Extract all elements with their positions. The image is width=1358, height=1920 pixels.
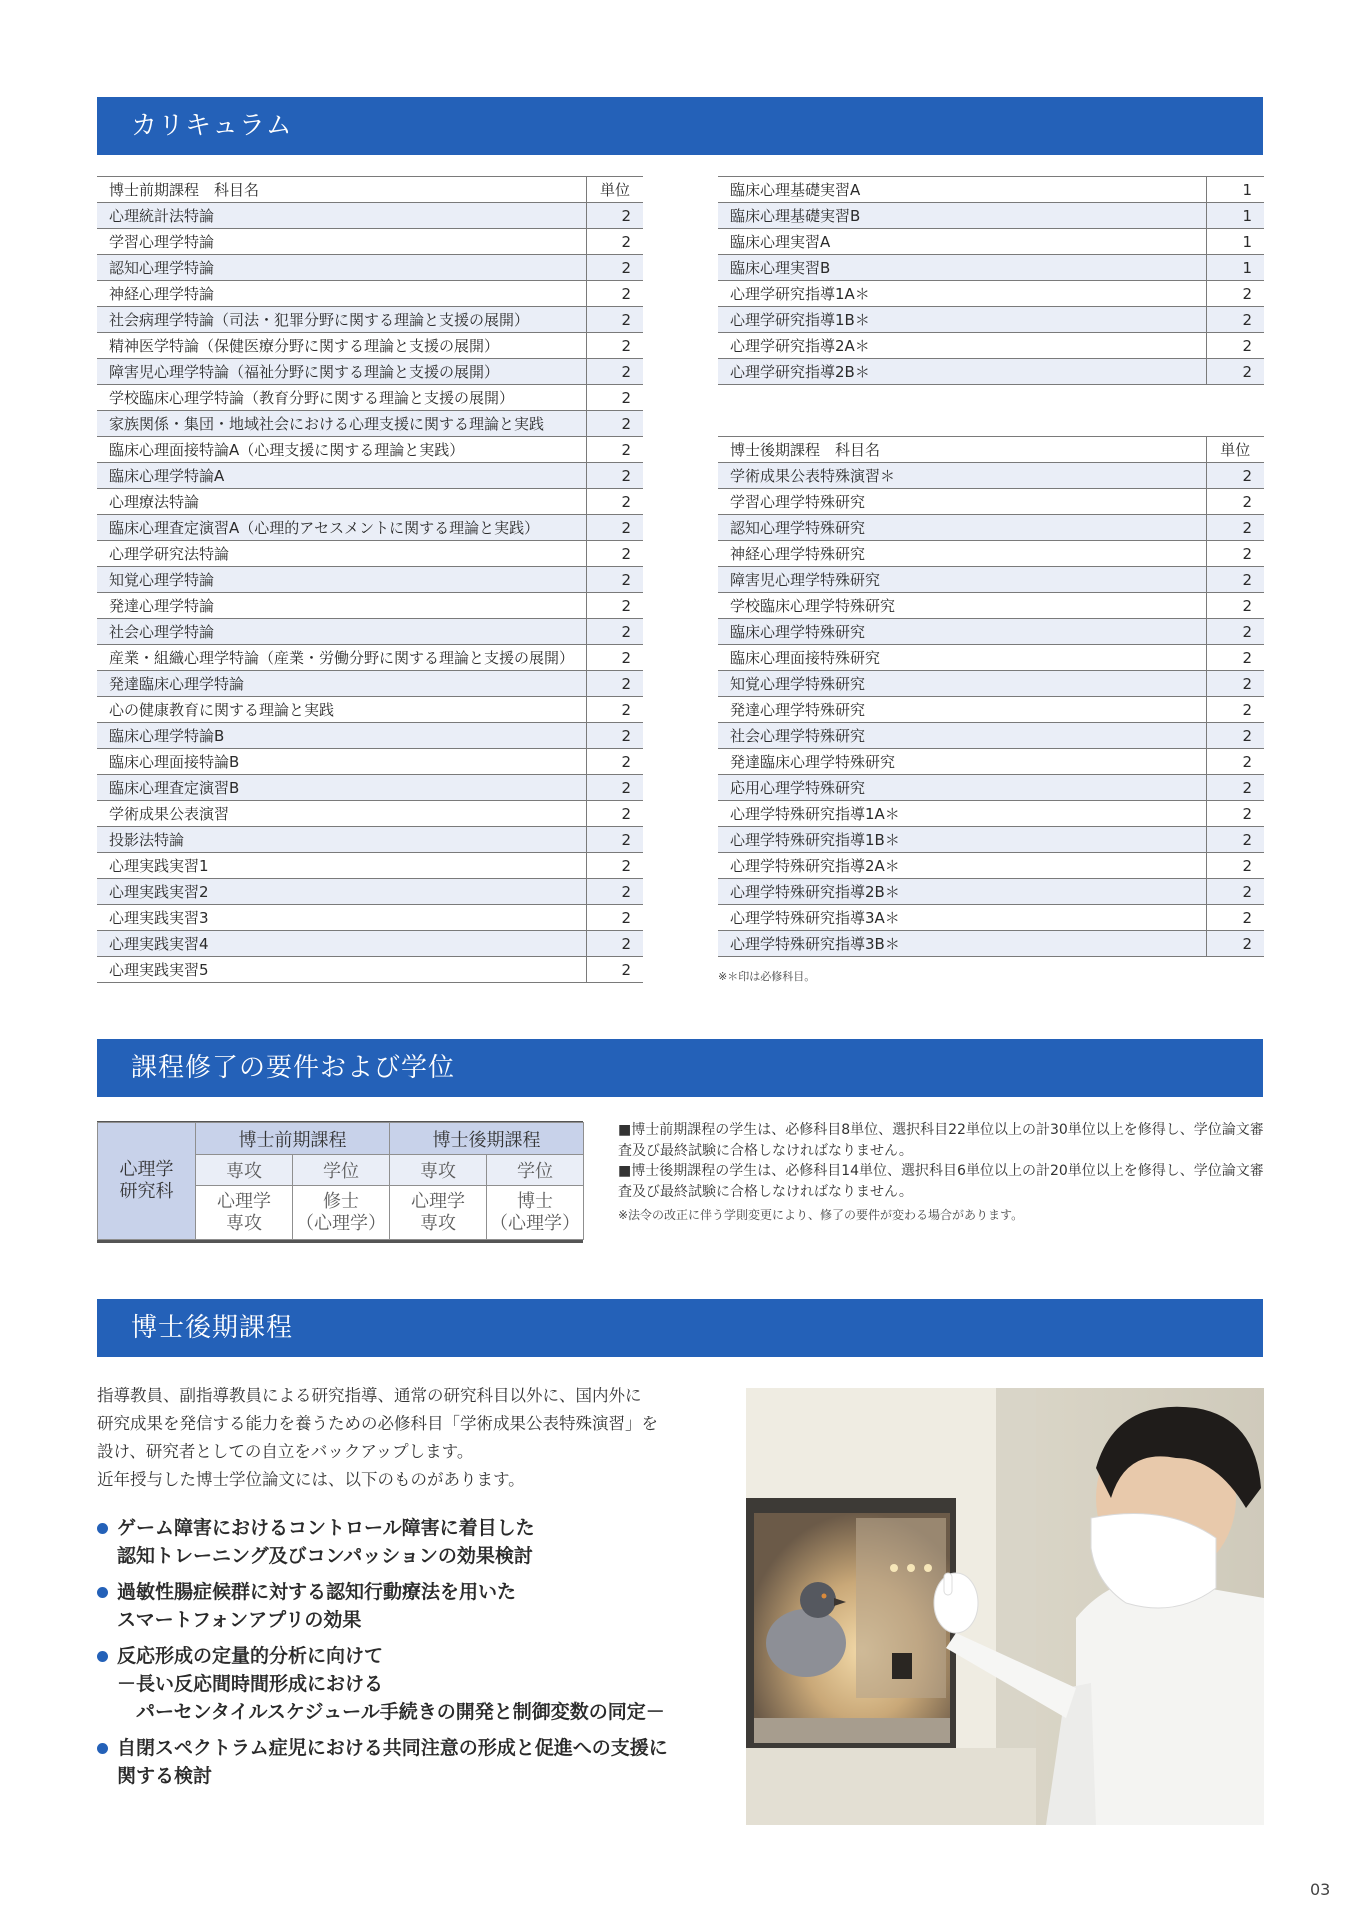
subject-units: 2 bbox=[587, 281, 643, 307]
table-row bbox=[97, 411, 643, 437]
subject-name: 認知心理学特殊研究 bbox=[718, 515, 1206, 541]
table-row bbox=[718, 307, 1264, 333]
subject-name: 障害児心理学特殊研究 bbox=[718, 567, 1206, 593]
table-row bbox=[718, 697, 1264, 723]
table-header-row bbox=[718, 437, 1264, 463]
subject-name: 心理学研究指導2A＊ bbox=[718, 333, 1206, 359]
table-row bbox=[718, 801, 1264, 827]
subject-units: 2 bbox=[587, 385, 643, 411]
bullet-icon bbox=[97, 1651, 108, 1662]
subject-name: 家族関係・集団・地域社会における心理支援に関する理論と実践 bbox=[97, 411, 587, 437]
table-row bbox=[97, 567, 643, 593]
thesis-line: 反応形成の定量的分析に向けて bbox=[117, 1645, 384, 1667]
subject-units: 2 bbox=[587, 567, 643, 593]
subject-name: 精神医学特論（保健医療分野に関する理論と支援の展開） bbox=[97, 333, 587, 359]
table-row bbox=[97, 359, 643, 385]
table-row bbox=[97, 853, 643, 879]
subject-units: 2 bbox=[1206, 359, 1264, 385]
subject-name: 心理学特殊研究指導2B＊ bbox=[718, 879, 1206, 905]
bullet-icon bbox=[97, 1587, 108, 1598]
subject-name: 臨床心理学特論B bbox=[97, 723, 587, 749]
table-row bbox=[97, 957, 643, 983]
req-doctor-heading: 博士後期課程 bbox=[390, 1123, 584, 1155]
subject-units: 2 bbox=[1206, 775, 1264, 801]
table-row bbox=[718, 905, 1264, 931]
table-row bbox=[97, 697, 643, 723]
subject-units: 2 bbox=[1206, 489, 1264, 515]
section-title-doctoral: 博士後期課程 bbox=[97, 1299, 1263, 1357]
subject-name: 発達臨床心理学特論 bbox=[97, 671, 587, 697]
thesis-line: パーセンタイルスケジュール手続きの開発と制御変数の同定－ bbox=[117, 1701, 665, 1723]
subject-units: 2 bbox=[1206, 697, 1264, 723]
subject-units: 2 bbox=[587, 437, 643, 463]
subject-name: 臨床心理面接特論A（心理支援に関する理論と実践） bbox=[97, 437, 587, 463]
thesis-item bbox=[97, 1578, 737, 1634]
table-row bbox=[97, 281, 643, 307]
doctoral-intro bbox=[97, 1382, 717, 1494]
subject-name: 産業・組織心理学特論（産業・労働分野に関する理論と支援の展開） bbox=[97, 645, 587, 671]
table-row bbox=[718, 619, 1264, 645]
subject-units: 2 bbox=[587, 307, 643, 333]
table-row bbox=[97, 931, 643, 957]
subject-name: 神経心理学特殊研究 bbox=[718, 541, 1206, 567]
thesis-line: 自閉スペクトラム症児における共同注意の形成と促進への支援に bbox=[117, 1737, 668, 1759]
subject-units: 2 bbox=[587, 203, 643, 229]
table-row bbox=[718, 567, 1264, 593]
thesis-item bbox=[97, 1734, 737, 1790]
table-row bbox=[97, 489, 643, 515]
table-row bbox=[718, 931, 1264, 957]
table-row bbox=[718, 593, 1264, 619]
section-title-curriculum: カリキュラム bbox=[97, 97, 1263, 155]
table-row bbox=[97, 385, 643, 411]
subject-units: 2 bbox=[587, 489, 643, 515]
subject-units: 2 bbox=[1206, 905, 1264, 931]
intro-line: 近年授与した博士学位論文には、以下のものがあります。 bbox=[97, 1470, 525, 1489]
req-master-heading: 博士前期課程 bbox=[196, 1123, 390, 1155]
thesis-line: 関する検討 bbox=[117, 1765, 213, 1787]
subject-name: 臨床心理学特論A bbox=[97, 463, 587, 489]
req-master-degree-label: 学位 bbox=[293, 1155, 390, 1186]
table-row bbox=[97, 229, 643, 255]
subject-units: 2 bbox=[587, 749, 643, 775]
table-header-row bbox=[97, 177, 643, 203]
table-row bbox=[718, 229, 1264, 255]
subject-units: 2 bbox=[1206, 541, 1264, 567]
table-row bbox=[718, 723, 1264, 749]
subject-units: 2 bbox=[587, 905, 643, 931]
subject-units: 2 bbox=[587, 463, 643, 489]
subject-units: 2 bbox=[587, 723, 643, 749]
table-row bbox=[97, 255, 643, 281]
subject-units: 1 bbox=[1206, 177, 1264, 203]
column-header-units: 単位 bbox=[1206, 437, 1264, 463]
subject-name: 応用心理学特殊研究 bbox=[718, 775, 1206, 801]
column-header-subject: 博士前期課程 科目名 bbox=[97, 177, 587, 203]
table-row bbox=[97, 203, 643, 229]
page-number: 03 bbox=[1310, 1880, 1331, 1899]
thesis-line: ゲーム障害におけるコントロール障害に着目した bbox=[117, 1517, 535, 1539]
intro-line: 設け、研究者としての自立をバックアップします。 bbox=[97, 1442, 474, 1461]
subject-name: 臨床心理実習A bbox=[718, 229, 1206, 255]
subject-name: 心理学特殊研究指導3B＊ bbox=[718, 931, 1206, 957]
subject-name: 社会心理学特論 bbox=[97, 619, 587, 645]
subject-units: 2 bbox=[1206, 281, 1264, 307]
subject-units: 1 bbox=[1206, 255, 1264, 281]
subject-units: 2 bbox=[1206, 463, 1264, 489]
subject-units: 2 bbox=[587, 515, 643, 541]
subject-name: 知覚心理学特殊研究 bbox=[718, 671, 1206, 697]
subject-name: 心理統計法特論 bbox=[97, 203, 587, 229]
subject-name: 神経心理学特論 bbox=[97, 281, 587, 307]
subject-units: 2 bbox=[587, 801, 643, 827]
subject-units: 2 bbox=[1206, 593, 1264, 619]
lab-photo bbox=[746, 1388, 1264, 1825]
table-row bbox=[718, 281, 1264, 307]
subject-name: 学習心理学特殊研究 bbox=[718, 489, 1206, 515]
req-doctor-degree: 博士 （心理学） bbox=[487, 1186, 584, 1240]
subject-units: 2 bbox=[587, 827, 643, 853]
subject-name: 発達心理学特殊研究 bbox=[718, 697, 1206, 723]
subject-name: 学校臨床心理学特殊研究 bbox=[718, 593, 1206, 619]
subject-name: 心理実践実習4 bbox=[97, 931, 587, 957]
subject-name: 社会病理学特論（司法・犯罪分野に関する理論と支援の展開） bbox=[97, 307, 587, 333]
subject-units: 2 bbox=[587, 541, 643, 567]
req-master-degree: 修士 （心理学） bbox=[293, 1186, 390, 1240]
table-row bbox=[97, 749, 643, 775]
subject-units: 2 bbox=[587, 593, 643, 619]
subject-name: 心理学研究指導2B＊ bbox=[718, 359, 1206, 385]
table-row bbox=[718, 203, 1264, 229]
table-row bbox=[718, 645, 1264, 671]
table-row bbox=[97, 541, 643, 567]
doctor-course-table bbox=[718, 436, 1264, 957]
table-row bbox=[97, 645, 643, 671]
subject-units: 2 bbox=[587, 853, 643, 879]
subject-name: 臨床心理面接特論B bbox=[97, 749, 587, 775]
subject-units: 2 bbox=[587, 697, 643, 723]
table-row bbox=[718, 775, 1264, 801]
subject-name: 臨床心理実習B bbox=[718, 255, 1206, 281]
table-row bbox=[718, 177, 1264, 203]
subject-units: 2 bbox=[1206, 931, 1264, 957]
subject-name: 臨床心理面接特殊研究 bbox=[718, 645, 1206, 671]
subject-name: 投影法特論 bbox=[97, 827, 587, 853]
column-header-units: 単位 bbox=[587, 177, 643, 203]
subject-units: 2 bbox=[1206, 671, 1264, 697]
subject-name: 心理学研究指導1B＊ bbox=[718, 307, 1206, 333]
requirement-note: ※法令の改正に伴う学則変更により、修了の要件が変わる場合があります。 bbox=[618, 1208, 1024, 1222]
table-row bbox=[718, 541, 1264, 567]
table-row bbox=[718, 359, 1264, 385]
table-row bbox=[718, 255, 1264, 281]
subject-units: 1 bbox=[1206, 229, 1264, 255]
thesis-line: 認知トレーニング及びコンパッションの効果検討 bbox=[117, 1545, 533, 1567]
subject-units: 2 bbox=[587, 359, 643, 385]
subject-name: 学術成果公表特殊演習＊ bbox=[718, 463, 1206, 489]
subject-units: 2 bbox=[1206, 879, 1264, 905]
subject-units: 2 bbox=[587, 879, 643, 905]
section-title-requirements: 課程修了の要件および学位 bbox=[97, 1039, 1263, 1097]
subject-name: 臨床心理基礎実習B bbox=[718, 203, 1206, 229]
table-row bbox=[718, 463, 1264, 489]
subject-name: 発達臨床心理学特殊研究 bbox=[718, 749, 1206, 775]
subject-units: 2 bbox=[587, 645, 643, 671]
subject-units: 2 bbox=[1206, 307, 1264, 333]
master-course-table-continued bbox=[718, 176, 1264, 385]
req-doctor-major: 心理学 専攻 bbox=[390, 1186, 487, 1240]
subject-name: 心理学研究法特論 bbox=[97, 541, 587, 567]
requirement-master: ■博士前期課程の学生は、必修科目8単位、選択科目22単位以上の計30単位以上を修得し、学位論文審査及び最終試験に合格しなければなりません。 bbox=[618, 1122, 1264, 1159]
subject-name: 心理学特殊研究指導1B＊ bbox=[718, 827, 1206, 853]
table-row bbox=[97, 775, 643, 801]
subject-units: 2 bbox=[587, 333, 643, 359]
subject-units: 2 bbox=[1206, 333, 1264, 359]
intro-line: 指導教員、副指導教員による研究指導、通常の研究科目以外に、国内外に bbox=[97, 1386, 642, 1405]
subject-name: 臨床心理学特殊研究 bbox=[718, 619, 1206, 645]
table-row bbox=[97, 593, 643, 619]
req-table-bottom-rule bbox=[97, 1240, 583, 1243]
thesis-line: スマートフォンアプリの効果 bbox=[117, 1609, 362, 1631]
table-row bbox=[97, 437, 643, 463]
subject-name: 心理学研究指導1A＊ bbox=[718, 281, 1206, 307]
table-row bbox=[718, 879, 1264, 905]
column-header-subject: 博士後期課程 科目名 bbox=[718, 437, 1206, 463]
table-row bbox=[718, 671, 1264, 697]
subject-name: 心理療法特論 bbox=[97, 489, 587, 515]
thesis-item bbox=[97, 1642, 737, 1726]
thesis-line: 過敏性腸症候群に対する認知行動療法を用いた bbox=[117, 1581, 517, 1603]
subject-name: 心理実践実習5 bbox=[97, 957, 587, 983]
subject-name: 心理学特殊研究指導2A＊ bbox=[718, 853, 1206, 879]
subject-units: 2 bbox=[1206, 515, 1264, 541]
subject-name: 社会心理学特殊研究 bbox=[718, 723, 1206, 749]
required-note: ※＊印は必修科目。 bbox=[718, 970, 816, 983]
subject-name: 認知心理学特論 bbox=[97, 255, 587, 281]
subject-units: 2 bbox=[587, 229, 643, 255]
subject-units: 2 bbox=[1206, 749, 1264, 775]
subject-units: 2 bbox=[587, 931, 643, 957]
req-master-major: 心理学 専攻 bbox=[196, 1186, 293, 1240]
subject-name: 心理実践実習2 bbox=[97, 879, 587, 905]
table-row bbox=[718, 853, 1264, 879]
req-master-major-label: 専攻 bbox=[196, 1155, 293, 1186]
subject-units: 2 bbox=[1206, 723, 1264, 749]
table-row bbox=[97, 905, 643, 931]
table-row bbox=[97, 463, 643, 489]
intro-line: 研究成果を発信する能力を養うための必修科目「学術成果公表特殊演習」を bbox=[97, 1414, 658, 1433]
subject-units: 2 bbox=[587, 411, 643, 437]
table-row bbox=[718, 749, 1264, 775]
table-row bbox=[718, 827, 1264, 853]
table-row bbox=[97, 879, 643, 905]
subject-name: 学習心理学特論 bbox=[97, 229, 587, 255]
req-department: 心理学 研究科 bbox=[98, 1123, 196, 1240]
requirement-doctor: ■博士後期課程の学生は、必修科目14単位、選択科目6単位以上の計20単位以上を修得し、学位論文審査及び最終試験に合格しなければなりません。 bbox=[618, 1163, 1264, 1200]
subject-units: 2 bbox=[587, 775, 643, 801]
subject-units: 2 bbox=[1206, 619, 1264, 645]
subject-units: 2 bbox=[1206, 853, 1264, 879]
subject-name: 知覚心理学特論 bbox=[97, 567, 587, 593]
table-row bbox=[97, 801, 643, 827]
thesis-list bbox=[97, 1514, 737, 1798]
table-row bbox=[97, 515, 643, 541]
subject-name: 心理実践実習3 bbox=[97, 905, 587, 931]
subject-units: 1 bbox=[1206, 203, 1264, 229]
thesis-item bbox=[97, 1514, 737, 1570]
table-row bbox=[718, 333, 1264, 359]
table-row bbox=[97, 333, 643, 359]
subject-units: 2 bbox=[587, 255, 643, 281]
subject-name: 学術成果公表演習 bbox=[97, 801, 587, 827]
subject-name: 心理学特殊研究指導1A＊ bbox=[718, 801, 1206, 827]
master-course-table bbox=[97, 176, 643, 983]
req-doctor-degree-label: 学位 bbox=[487, 1155, 584, 1186]
requirements-text bbox=[618, 1120, 1268, 1226]
subject-name: 臨床心理査定演習A（心理的アセスメントに関する理論と実践） bbox=[97, 515, 587, 541]
subject-name: 発達心理学特論 bbox=[97, 593, 587, 619]
subject-name: 心の健康教育に関する理論と実践 bbox=[97, 697, 587, 723]
table-row bbox=[718, 489, 1264, 515]
subject-name: 心理学特殊研究指導3A＊ bbox=[718, 905, 1206, 931]
subject-units: 2 bbox=[1206, 567, 1264, 593]
subject-units: 2 bbox=[587, 671, 643, 697]
req-doctor-major-label: 専攻 bbox=[390, 1155, 487, 1186]
table-row bbox=[97, 671, 643, 697]
table-row bbox=[97, 307, 643, 333]
bullet-icon bbox=[97, 1523, 108, 1534]
table-row bbox=[97, 619, 643, 645]
requirements-table bbox=[97, 1122, 584, 1240]
subject-name: 臨床心理基礎実習A bbox=[718, 177, 1206, 203]
table-row bbox=[97, 723, 643, 749]
subject-units: 2 bbox=[1206, 801, 1264, 827]
subject-units: 2 bbox=[1206, 645, 1264, 671]
table-row bbox=[97, 827, 643, 853]
thesis-line: －長い反応間時間形成における bbox=[117, 1673, 384, 1695]
subject-units: 2 bbox=[587, 619, 643, 645]
subject-name: 臨床心理査定演習B bbox=[97, 775, 587, 801]
table-row bbox=[718, 515, 1264, 541]
subject-name: 学校臨床心理学特論（教育分野に関する理論と支援の展開） bbox=[97, 385, 587, 411]
subject-name: 心理実践実習1 bbox=[97, 853, 587, 879]
subject-name: 障害児心理学特論（福祉分野に関する理論と支援の展開） bbox=[97, 359, 587, 385]
subject-units: 2 bbox=[587, 957, 643, 983]
bullet-icon bbox=[97, 1743, 108, 1754]
subject-units: 2 bbox=[1206, 827, 1264, 853]
